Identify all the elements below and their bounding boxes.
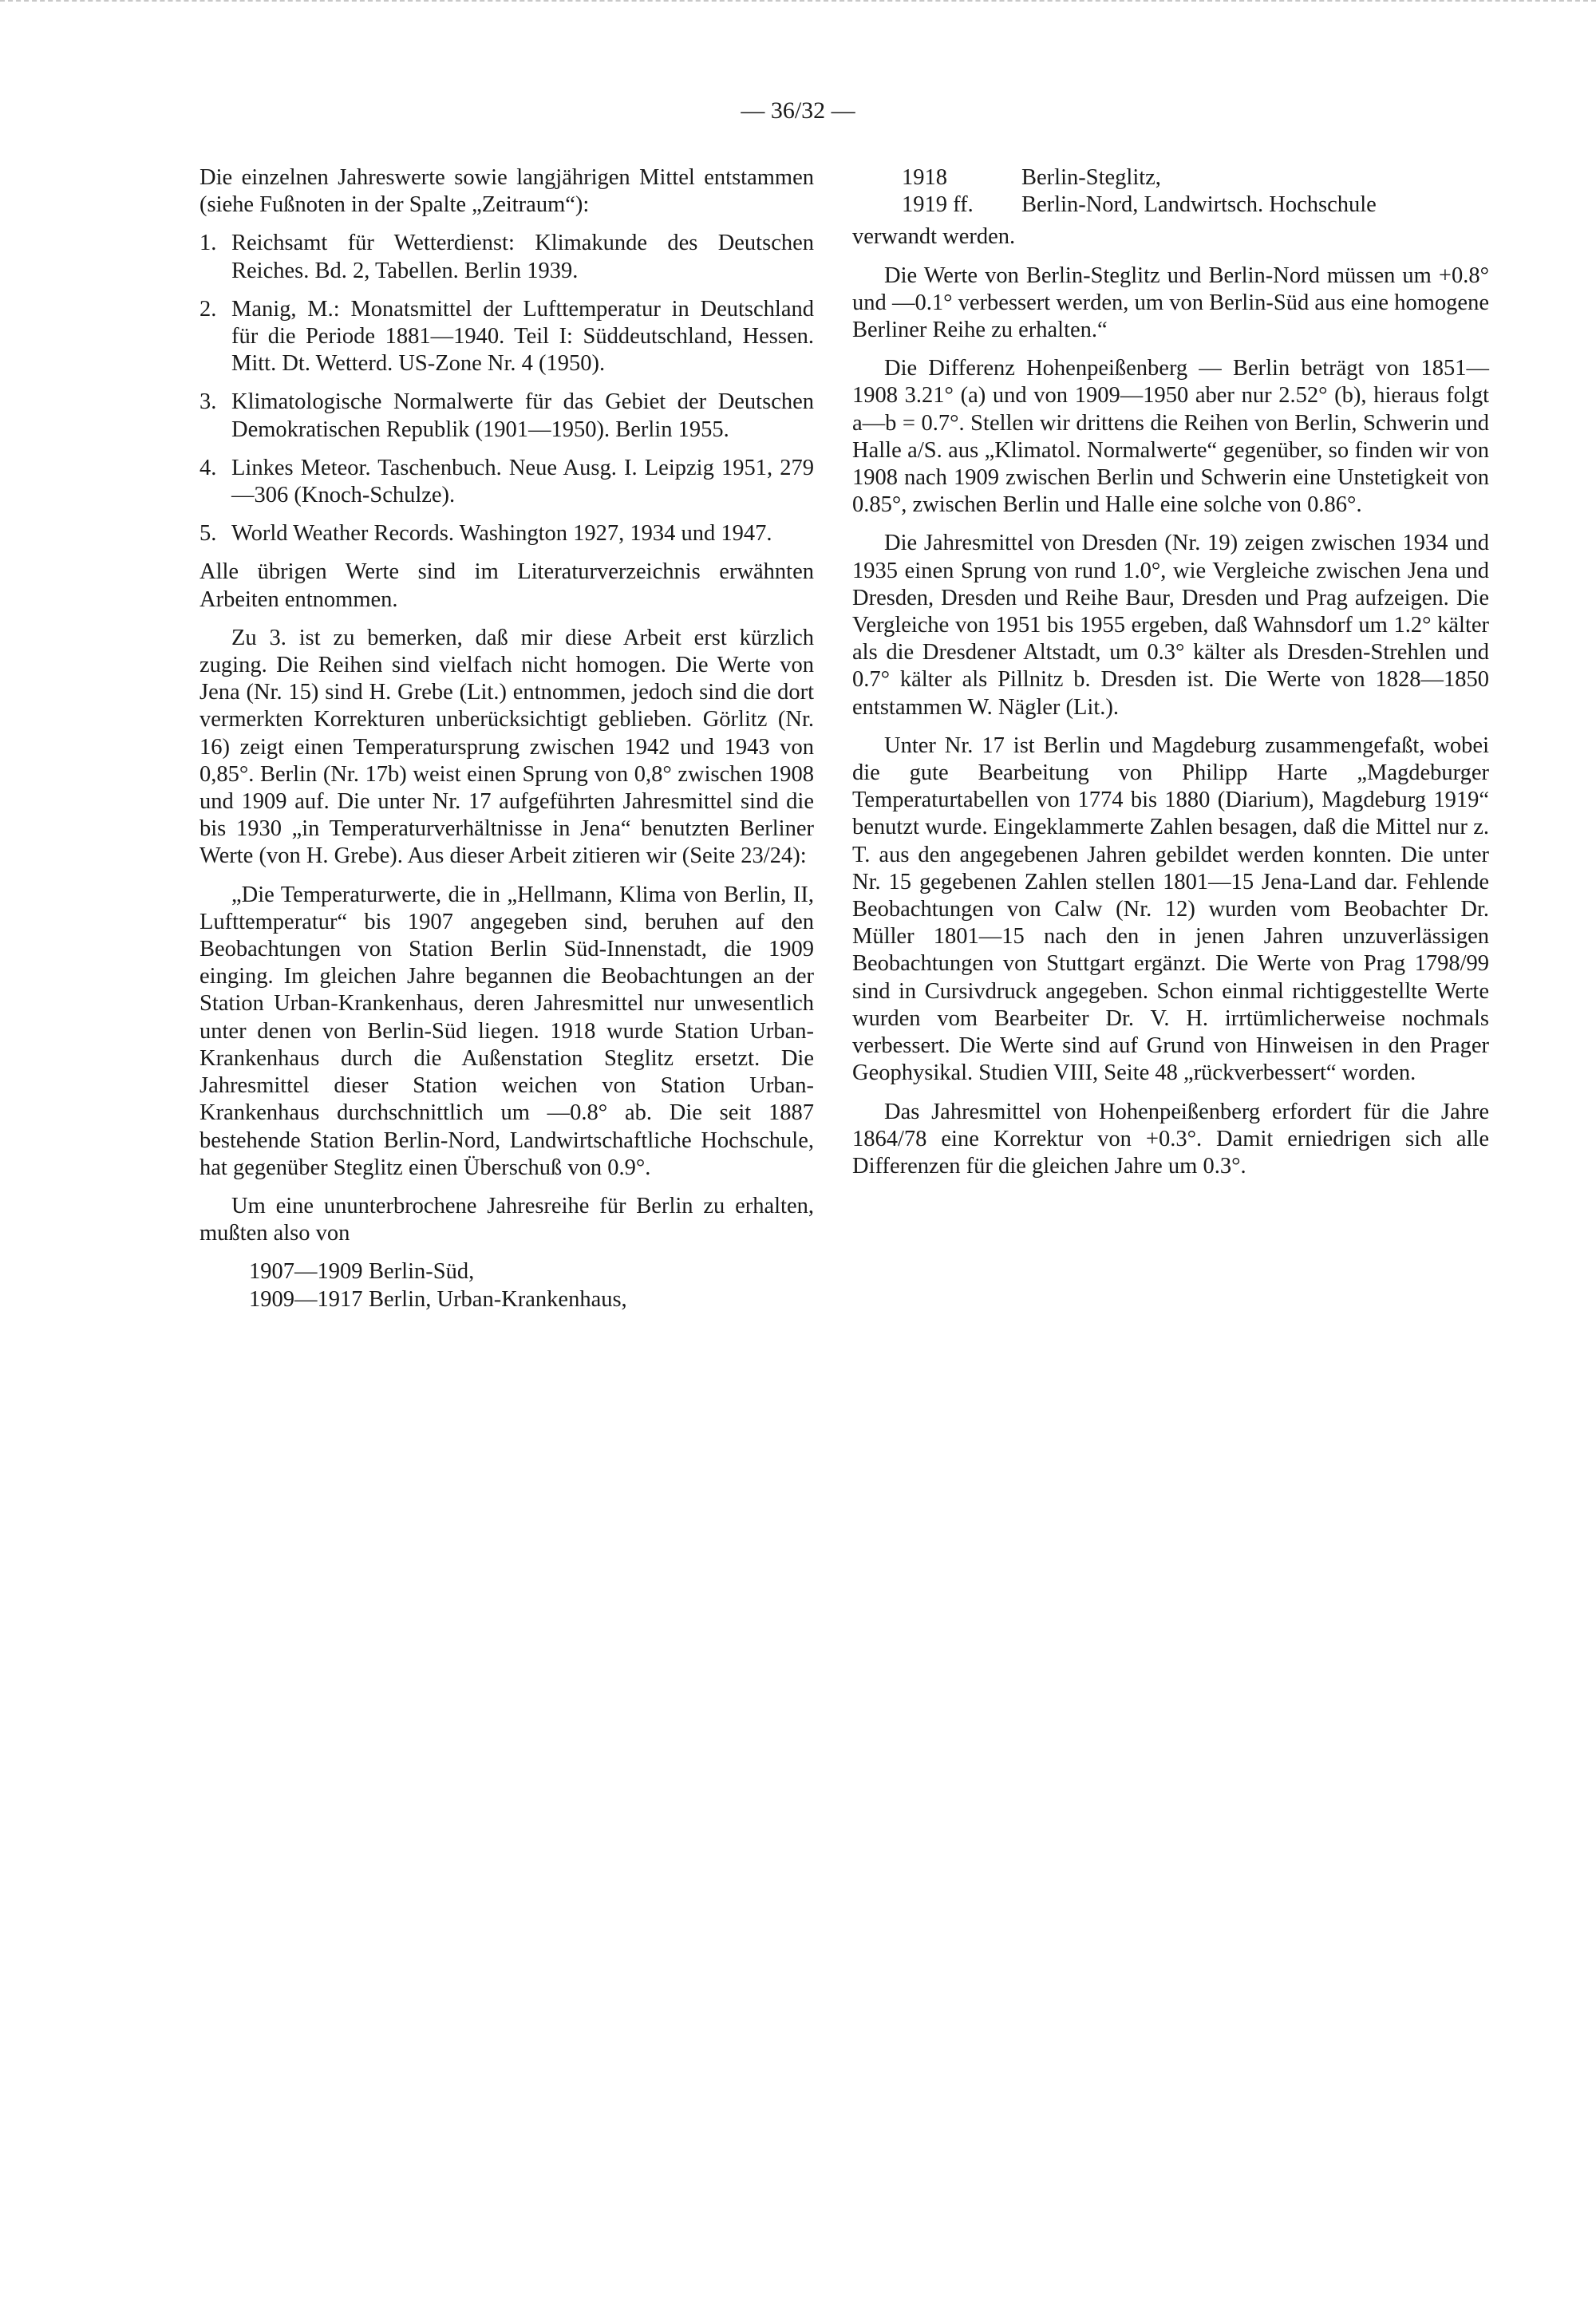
station-name: Berlin-Nord, Landwirtsch. Hochschule [1021,192,1377,218]
station-years: 1918 [902,165,947,190]
station-list [200,1258,814,1313]
station-row [200,1258,814,1285]
reference-item [200,520,814,547]
station-list [852,164,1489,219]
station-row [200,1286,814,1313]
left-column [200,164,814,1318]
correction-paragraph: Die Werte von Berlin-Steglitz und Berlin-Nord müssen um +0.8° und —0.1° verbessert werden, um von Berlin-Süd aus eine homogene Berliner Reihe zu erhalten.“ [852,263,1489,343]
reference-item [200,455,814,509]
station-row [852,192,1489,219]
dresden-paragraph: Die Jahresmittel von Dresden (Nr. 19) zeigen zwischen 1934 und 1935 einen Sprung von rund 1.0°, wie Vergleiche zwischen Jena und Dresden, Dresden und Reihe Baur, Dresden und Prag aufzeigen. Die Vergleiche von 1951 bis 1955 ergeben, daß Wahnsdorf um 1.2° kälter als die Dresdener Altstadt, um 0.3° kälter als Dresden-Strehlen und 0.7° kälter als Pillnitz b. Dresden ist. Die Werte von 1828—1850 entstammen W. Nägler (Lit.). [852,531,1489,720]
reference-number: 2. [200,296,217,322]
page-number: — 36/32 — [741,97,855,124]
series-paragraph: Um eine ununterbrochene Jahresreihe für Berlin zu erhalten, mußten also von [200,1193,814,1246]
right-column [852,164,1489,1191]
reference-text: Linkes Meteor. Taschenbuch. Neue Ausg. I. Leipzig 1951, 279—306 (Knoch-Schulze). [231,455,814,508]
reference-item [200,230,814,284]
quote-paragraph: „Die Temperaturwerte, die in „Hellmann, Klima von Berlin, II, Lufttemperatur“ bis 1907 angegeben sind, beruhen auf den Beobachtungen von Station Berlin Süd-Innenstadt, die 1909 einging. Im gleichen Jahre begannen die Beobachtungen an der Station Urban-Krankenhaus, deren Jahresmittel nur unwesentlich unter denen von Berlin-Süd liegen. 1918 wurde Station Urban-Krankenhaus durch die Außenstation Steglitz ersetzt. Die Jahresmittel dieser Station weichen von Station Urban-Krankenhaus durchschnittlich um —0.8° ab. Die seit 1887 bestehende Station Berlin-Nord, Landwirtschaftliche Hochschule, hat gegenüber Steglitz einen Überschuß von 0.9°. [200,882,814,1180]
hohenpeissenberg-paragraph: Das Jahresmittel von Hohenpeißenberg erfordert für die Jahre 1864/78 eine Korrektur von +0.3°. Damit erniedrigen sich alle Differenzen für die gleichen Jahre um 0.3°. [852,1099,1489,1179]
station-years: 1907—1909 [249,1259,363,1285]
reference-list [200,230,814,547]
reference-item [200,296,814,378]
scan-top-edge [0,0,1596,10]
station-years: 1909—1917 [249,1286,363,1312]
other-values-paragraph: Alle übrigen Werte sind im Literaturverzeichnis erwähnten Arbeiten entnommen. [200,559,814,612]
reference-text: World Weather Records. Washington 1927, 1934 und 1947. [231,521,772,547]
reference-number: 4. [200,455,217,480]
reference-number: 1. [200,231,217,256]
station-row [852,164,1489,192]
stations-tail: verwandt werden. [852,224,1016,250]
reference-text: Klimatologische Normalwerte für das Gebiet der Deutschen Demokratischen Republik (1901—1950). Berlin 1955. [231,389,814,442]
station-name: Berlin-Süd, [369,1259,475,1285]
reference-number: 3. [200,389,217,415]
difference-paragraph: Die Differenz Hohenpeißenberg — Berlin beträgt von 1851—1908 3.21° (a) und von 1909—1950 aber nur 2.52° (b), hieraus folgt a—b = 0.7°. Stellen wir drittens die Reihen von Berlin, Schwerin und Halle a/S. aus „Klimatol. Normalwerte“ gegenüber, so finden wir von 1908 nach 1909 zwischen Berlin und Schwerin eine Unstetigkeit von 0.85°, zwischen Berlin und Halle eine solche von 0.86°. [852,356,1489,518]
reference-item [200,389,814,443]
station-name: Berlin, Urban-Krankenhaus, [369,1286,627,1312]
station-name: Berlin-Steglitz, [1021,165,1161,190]
reference-text: Manig, M.: Monatsmittel der Lufttemperatur in Deutschland für die Periode 1881—1940. Teil I: Süddeutschland, Hessen. Mitt. Dt. Wetterd. US-Zone Nr. 4 (1950). [231,296,814,377]
station-years: 1919 ff. [902,192,974,218]
nr17-paragraph: Unter Nr. 17 ist Berlin und Magdeburg zusammengefaßt, wobei die gute Bearbeitung von Philipp Harte „Magdeburger Temperaturtabellen von 1774 bis 1880 (Diarium), Magdeburg 1919“ benutzt wurde. Eingeklammerte Zahlen besagen, daß die Mittel nur z. T. aus den angegebenen Jahren gebildet werden konnten. Die unter Nr. 15 gegebenen Zahlen stellen 1801—15 Jena-Land dar. Fehlende Beobachtungen von Calw (Nr. 12) wurden vom Beobachter Dr. Müller 1801—15 nach den in jenen Jahren unzuverlässigen Beobachtungen von Stuttgart ergänzt. Die Werte von Prag 1798/99 sind in Cursivdruck angegeben. Schon einmal richtiggestellte Werte wurden vom Bearbeiter Dr. V. H. irrtümlicherweise nochmals verbessert. Die Werte sind auf Grund von Hinweisen in den Prager Geophysikal. Studien VIII, Seite 48 „rückverbessert“ worden. [852,733,1489,1086]
zu3-paragraph: Zu 3. ist zu bemerken, daß mir diese Arbeit erst kürzlich zuging. Die Reihen sind vielfach nicht homogen. Die Werte von Jena (Nr. 15) sind H. Grebe (Lit.) entnommen, jedoch sind die dort vermerkten Korrekturen unberücksichtigt geblieben. Görlitz (Nr. 16) zeigt einen Temperatursprung zwischen 1942 und 1943 von 0,85°. Berlin (Nr. 17b) weist einen Sprung von 0,8° zwischen 1908 und 1909 auf. Die unter Nr. 17 aufgeführten Jahresmittel sind die bis 1930 „in Temperaturverhältnisse in Jena“ benutzten Berliner Werte (von H. Grebe). Aus dieser Arbeit zitieren wir (Seite 23/24): [200,625,814,869]
reference-number: 5. [200,521,217,547]
intro-paragraph: Die einzelnen Jahreswerte sowie langjährigen Mittel entstammen (siehe Fußnoten in der Spalte „Zeitraum“): [200,165,814,218]
reference-text: Reichsamt für Wetterdienst: Klimakunde des Deutschen Reiches. Bd. 2, Tabellen. Berlin 1939. [231,231,814,283]
